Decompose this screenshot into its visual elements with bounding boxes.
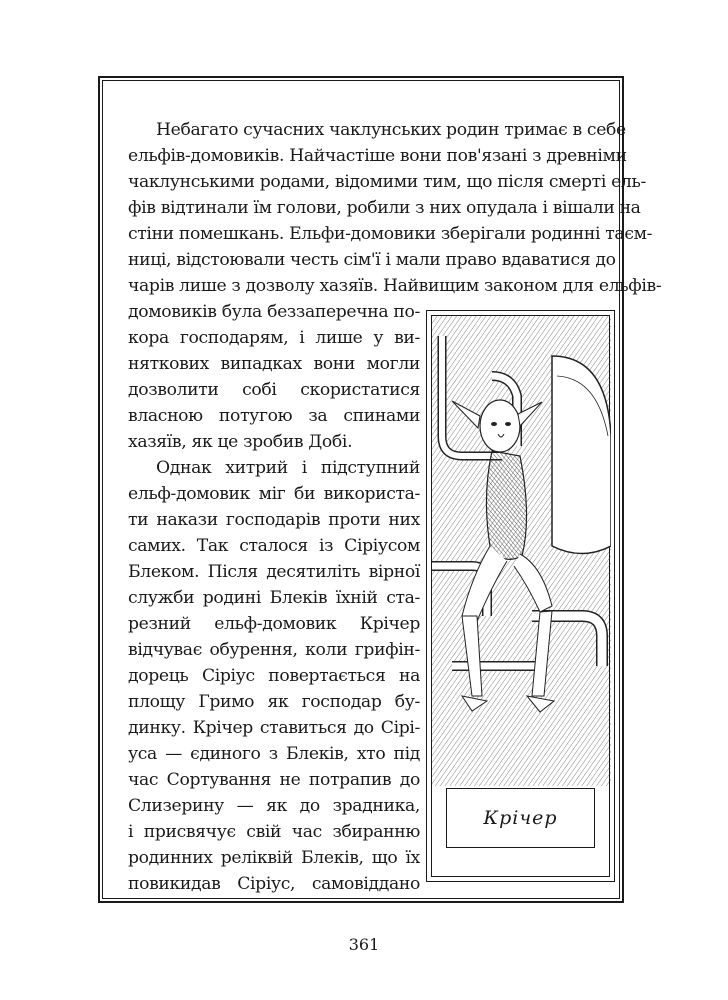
- text-line: чарів лише з дозволу хазяїв. Найвищим законом для ельфів-: [128, 276, 662, 296]
- text-line: власною потугою за спинами: [128, 406, 420, 426]
- text-line: няткових випадках вони могли: [128, 354, 420, 374]
- text-line: площу Гримо як господар бу-: [128, 692, 420, 712]
- text-line: хазяїв, як це зробив Добі.: [128, 432, 353, 452]
- text-line: домовиків була беззаперечна по-: [128, 302, 420, 322]
- text-line: кора господарям, і лише у ви-: [128, 328, 420, 348]
- text-line: фів відтинали їм голови, робили з них опудала і вішали на: [128, 198, 641, 218]
- text-line: дозволити собі скористатися: [128, 380, 420, 400]
- text-line: ниці, відстоювали честь сім'ї і мали право вдаватися до: [128, 250, 616, 270]
- text-line: ельфів-домовиків. Найчастіше вони пов'язані з древніми: [128, 146, 627, 166]
- text-line: Блеком. Після десятиліть вірної: [128, 562, 420, 582]
- text-line: служби родині Блеків їхній ста-: [128, 588, 420, 608]
- text-line: Слизерину — як до зрадника,: [128, 796, 420, 816]
- text-line: ти накази господарів проти них: [128, 510, 420, 530]
- text-line: Однак хитрий і підступний: [156, 458, 420, 478]
- text-line: самих. Так сталося із Сіріусом: [128, 536, 420, 556]
- text-line: уса — єдиного з Блеків, хто під: [128, 744, 420, 764]
- text-line: час Сортування не потрапив до: [128, 770, 420, 790]
- text-line: Небагато сучасних чаклунських родин тримає в себе: [156, 120, 626, 140]
- text-line: відчуває обурення, коли грифін-: [128, 640, 420, 660]
- text-line: і присвячує свій час збиранню: [128, 822, 420, 842]
- text-line: чаклунськими родами, відомими тим, що після смерті ель-: [128, 172, 646, 192]
- illustration-caption: Крічер: [483, 807, 558, 829]
- text-line: стіни помешкань. Ельфи-домовики зберігали родинні таєм-: [128, 224, 653, 244]
- illustration-frame: [431, 315, 610, 877]
- text-line: ельф-домовик міг би використа-: [128, 484, 420, 504]
- page-number: 361: [348, 935, 380, 954]
- text-line: динку. Крічер ставиться до Сірі-: [128, 718, 420, 738]
- illustration-panel: [426, 310, 615, 882]
- text-line: родинних реліквій Блеків, що їх: [128, 848, 420, 868]
- text-line: резний ельф-домовик Крічер: [128, 614, 420, 634]
- illustration-caption-box: [446, 788, 595, 848]
- text-line: дорець Сіріус повертається на: [128, 666, 420, 686]
- text-line: повикидав Сіріус, самовіддано: [128, 874, 420, 894]
